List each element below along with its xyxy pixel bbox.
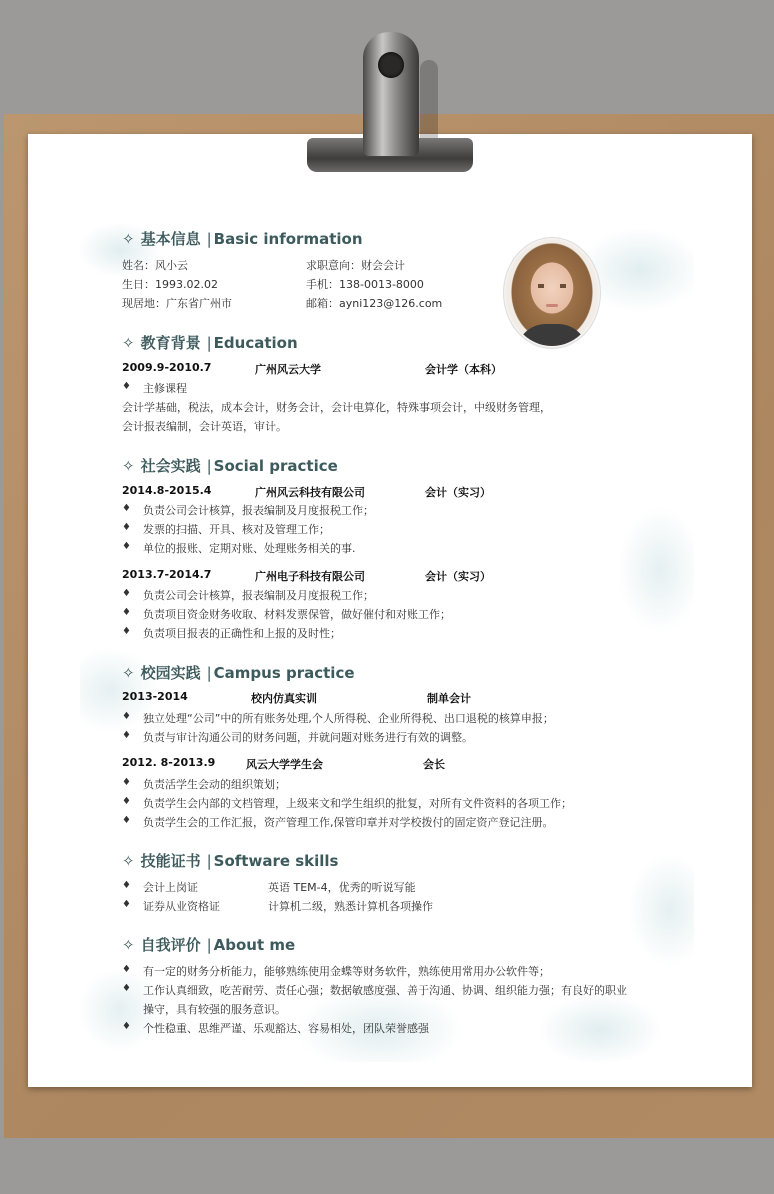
diamond-icon: ✧: [122, 936, 135, 954]
job-role: 会长: [423, 758, 445, 771]
list-item: 负责项目资金财务收取、材料发票保管，做好催付和对账工作；: [143, 608, 451, 621]
email-field: 邮箱：ayni123@126.com: [306, 297, 443, 310]
list-item: 单位的报账、定期对账、处理账务相关的事.: [143, 542, 356, 555]
list-item: 负责公司会计核算，报表编制及月度报税工作；: [143, 504, 374, 517]
name-field: 姓名：风小云: [122, 259, 188, 272]
list-item: 负责与审计沟通公司的财务问题，并就问题对账务进行有效的调整。: [143, 731, 473, 744]
section-title-about: ✧ 自我评价 | About me: [122, 936, 296, 954]
course-label: 主修课程: [143, 382, 187, 395]
job-org: 风云大学学生会: [246, 758, 323, 771]
diamond-icon: ✧: [122, 230, 135, 248]
about-line: 工作认真细致，吃苦耐劳、责任心强；数据敏感度强、善于沟通、协调、组织能力强；有良好的职业: [143, 984, 627, 997]
bullet-icon: ♦: [122, 522, 131, 533]
skill-right: 计算机二级，熟悉计算机各项操作: [268, 900, 433, 913]
section-title-skills: ✧ 技能证书 | Software skills: [122, 852, 339, 870]
bullet-icon: ♦: [122, 541, 131, 552]
education-major: 会计学（本科）: [425, 363, 502, 376]
section-title-campus: ✧ 校园实践 | Campus practice: [122, 664, 355, 682]
diamond-icon: ✧: [122, 457, 135, 475]
list-item: 负责项目报表的正确性和上报的及时性；: [143, 627, 341, 640]
skill-left: 会计上岗证: [143, 881, 198, 894]
about-line: 个性稳重、思维严谨、乐观豁达、容易相处，团队荣誉感强: [143, 1022, 429, 1035]
birth-field: 生日：1993.02.02: [122, 278, 218, 291]
job-company: 广州风云科技有限公司: [255, 486, 365, 499]
section-title-basic: ✧ 基本信息 | Basic information: [122, 230, 363, 248]
bullet-icon: ♦: [122, 964, 131, 975]
bullet-icon: ♦: [122, 588, 131, 599]
list-item: 负责学生会的工作汇报，资产管理工作,保管印章并对学校拨付的固定资产登记注册。: [143, 816, 554, 829]
skill-right: 英语 TEM-4，优秀的听说写能: [268, 881, 416, 894]
bullet-icon: ♦: [122, 1021, 131, 1032]
section-title-social: ✧ 社会实践 | Social practice: [122, 457, 338, 475]
course-line: 会计报表编制，会计英语，审计。: [122, 420, 287, 433]
diamond-icon: ✧: [122, 334, 135, 352]
binder-clip-icon: [363, 32, 419, 156]
list-item: 负责活学生会动的组织策划；: [143, 778, 286, 791]
job-role: 会计（实习）: [425, 570, 491, 583]
clip-hole: [378, 52, 404, 78]
bullet-icon: ♦: [122, 626, 131, 637]
phone-field: 手机：138-0013-8000: [306, 278, 424, 291]
list-item: 负责学生会内部的文档管理，上级来文和学生组织的批复，对所有文件资料的各项工作；: [143, 797, 572, 810]
residence-field: 现居地：广东省广州市: [122, 297, 232, 310]
bullet-icon: ♦: [122, 777, 131, 788]
bullet-icon: ♦: [122, 607, 131, 618]
bullet-icon: ♦: [122, 880, 131, 891]
job-period: 2013.7-2014.7: [122, 568, 212, 581]
list-item: 负责公司会计核算，报表编制及月度报税工作；: [143, 589, 374, 602]
avatar: [504, 238, 600, 348]
bullet-icon: ♦: [122, 503, 131, 514]
about-line: 有一定的财务分析能力，能够熟练使用金蝶等财务软件，熟练使用常用办公软件等；: [143, 965, 550, 978]
education-school: 广州风云大学: [255, 363, 321, 376]
skill-left: 证券从业资格证: [143, 900, 220, 913]
education-period: 2009.9-2010.7: [122, 361, 212, 374]
resume-page: [80, 190, 694, 1062]
course-line: 会计学基础，税法，成本会计，财务会计，会计电算化，特殊事项会计，中级财务管理，: [122, 401, 551, 414]
list-item: 独立处理“公司”中的所有账务处理,个人所得税、企业所得税、出口退税的核算申报；: [143, 712, 554, 725]
bullet-icon: ♦: [122, 983, 131, 994]
job-role: 会计（实习）: [425, 486, 491, 499]
diamond-icon: ✧: [122, 852, 135, 870]
diamond-icon: ✧: [122, 664, 135, 682]
job-company: 广州电子科技有限公司: [255, 570, 365, 583]
job-period: 2012. 8-2013.9: [122, 756, 216, 769]
job-period: 2013-2014: [122, 690, 188, 703]
job-period: 2014.8-2015.4: [122, 484, 212, 497]
bullet-icon: ♦: [122, 381, 131, 392]
job-role: 制单会计: [427, 692, 471, 705]
list-item: 发票的扫描、开具、核对及管理工作；: [143, 523, 330, 536]
bullet-icon: ♦: [122, 815, 131, 826]
bullet-icon: ♦: [122, 711, 131, 722]
job-org: 校内仿真实训: [251, 692, 317, 705]
about-line: 操守，具有较强的服务意识。: [143, 1003, 286, 1016]
bullet-icon: ♦: [122, 730, 131, 741]
bullet-icon: ♦: [122, 796, 131, 807]
intent-field: 求职意向：财会会计: [306, 259, 405, 272]
section-title-education: ✧ 教育背景 | Education: [122, 334, 298, 352]
bullet-icon: ♦: [122, 899, 131, 910]
